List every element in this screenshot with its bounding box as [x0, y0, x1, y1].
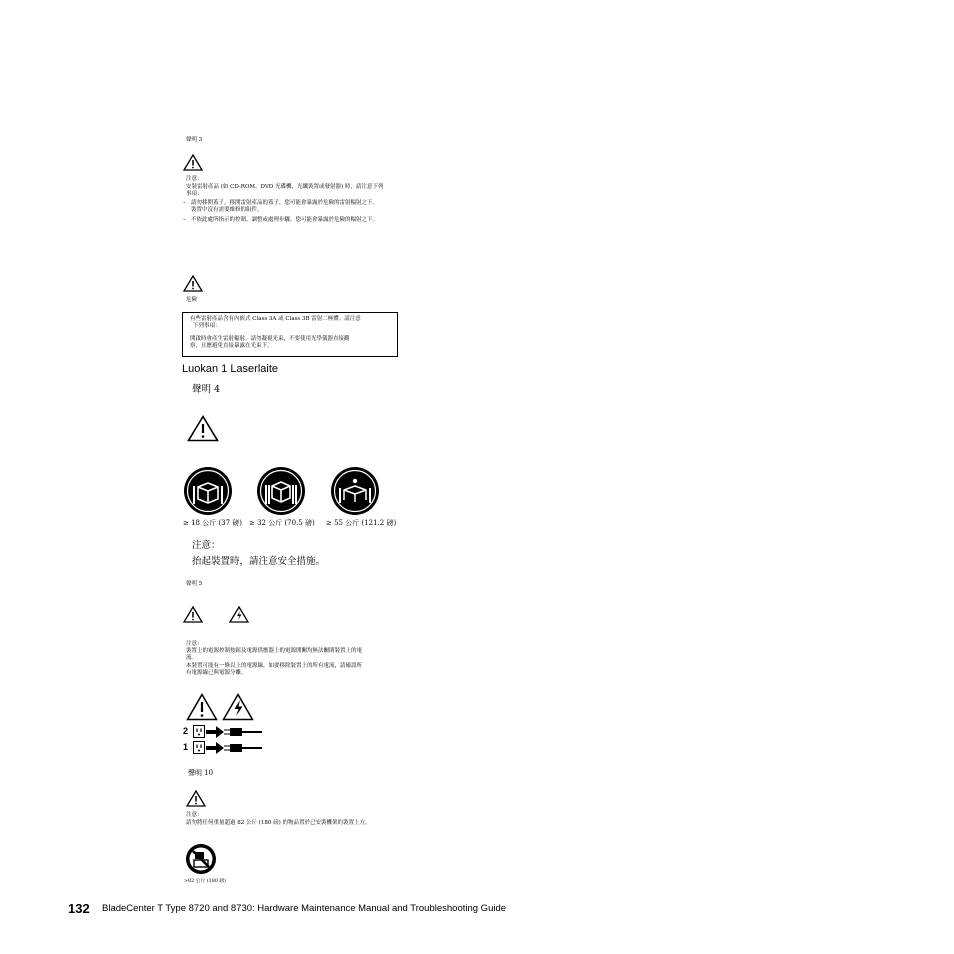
footer-title: BladeCenter T Type 8720 and 8730: Hardware Maintenance Manual and Troubleshooting Guide — [102, 903, 507, 914]
weight-label-18kg: ≥ 18 公斤 (37 磅) — [183, 519, 243, 527]
statement3-caution: 注意： — [186, 176, 203, 182]
statement3-heading: 聲明 3 — [186, 137, 203, 143]
statement10-caution: 注意： — [186, 812, 203, 818]
arrow-right-icon — [206, 726, 224, 738]
three-person-lift-icon — [330, 466, 380, 516]
bullet-dash: – — [183, 217, 186, 223]
statement5-line1: 裝置上的電源控制按鈕及電源供應器上的電源開關均無法關閉裝置上的電 — [186, 648, 363, 654]
statement3-intro-line2: 事項： — [186, 191, 203, 197]
statement5-line2: 流。 — [186, 655, 198, 661]
statement4-text: 抬起裝置時，請注意安全措施。 — [192, 556, 326, 567]
statement10-weight-label: >82 公斤 (180 磅) — [184, 879, 226, 884]
weight-label-55kg: ≥ 55 公斤 (121.2 磅) — [326, 519, 397, 527]
danger-box-line3: 開啟時會產生雷射輻射。請勿凝視光束，不要使用光學儀器直接觀 — [190, 336, 350, 342]
electrical-hazard-icon — [222, 693, 254, 721]
outlet-icon — [193, 725, 205, 738]
statement3-bullet1-line2: 裝置中沒有需要維修的組件。 — [191, 207, 263, 213]
statement4-caution: 注意： — [192, 540, 221, 551]
warning-icon — [183, 154, 203, 171]
power-cord-number-2: 2 — [183, 726, 189, 736]
statement4-heading: 聲明 4 — [192, 384, 221, 395]
power-cord-number-1: 1 — [183, 742, 189, 752]
statement5-caution: 注意： — [186, 641, 203, 647]
statement10-heading: 聲明 10 — [188, 769, 214, 777]
statement5-line3: 本裝置可能有一條以上的電源線，如要移除裝置上的所有電流，請確認所 — [186, 663, 363, 669]
warning-icon — [186, 693, 218, 721]
electrical-hazard-icon — [229, 606, 249, 623]
bullet-dash: – — [183, 200, 186, 206]
warning-icon — [183, 606, 203, 623]
danger-box-line4: 察，且應避免直接暴露在光束下。 — [190, 343, 273, 349]
arrow-right-icon — [206, 742, 224, 754]
warning-icon — [186, 790, 206, 807]
two-person-lift-icon — [256, 466, 306, 516]
page-number: 132 — [68, 901, 90, 916]
warning-icon — [183, 275, 203, 292]
statement5-heading: 聲明 5 — [186, 581, 203, 587]
statement10-text: 請勿將任何重量超過 82 公斤 (180 磅) 的物品置於已安裝機架的裝置上方。 — [186, 820, 371, 826]
one-person-lift-icon — [183, 466, 233, 516]
outlet-icon — [193, 741, 205, 754]
statement3-intro-line1: 安裝雷射產品 (如 CD-ROM、DVD 光碟機、光纖裝置或發射器) 時，請注意下列 — [186, 184, 384, 190]
laser-class-label: Luokan 1 Laserlaite — [182, 363, 279, 375]
statement3-danger: 危險 — [186, 297, 198, 303]
danger-box-line1: 有些雷射產品含有內嵌式 Class 3A 或 Class 3B 雷射二極體。請注意 — [190, 316, 361, 322]
power-plug-icon — [224, 742, 262, 754]
danger-box-line2: 下列事項： — [193, 323, 221, 329]
no-heavy-load-icon — [185, 843, 217, 875]
weight-label-32kg: ≥ 32 公斤 (70.5 磅) — [249, 519, 315, 527]
warning-icon — [187, 415, 219, 442]
statement3-bullet1-line1: 請勿移開蓋子。移開雷射產品的蓋子，您可能會暴露於危險的雷射輻射之下。 — [191, 200, 379, 206]
power-plug-icon — [224, 726, 262, 738]
statement3-bullet2: 不依此處所指示的控制、調整或處理步驟，您可能會暴露於危險的輻射之下。 — [191, 217, 379, 223]
statement5-line4: 有電源線已與電源分離。 — [186, 670, 247, 676]
